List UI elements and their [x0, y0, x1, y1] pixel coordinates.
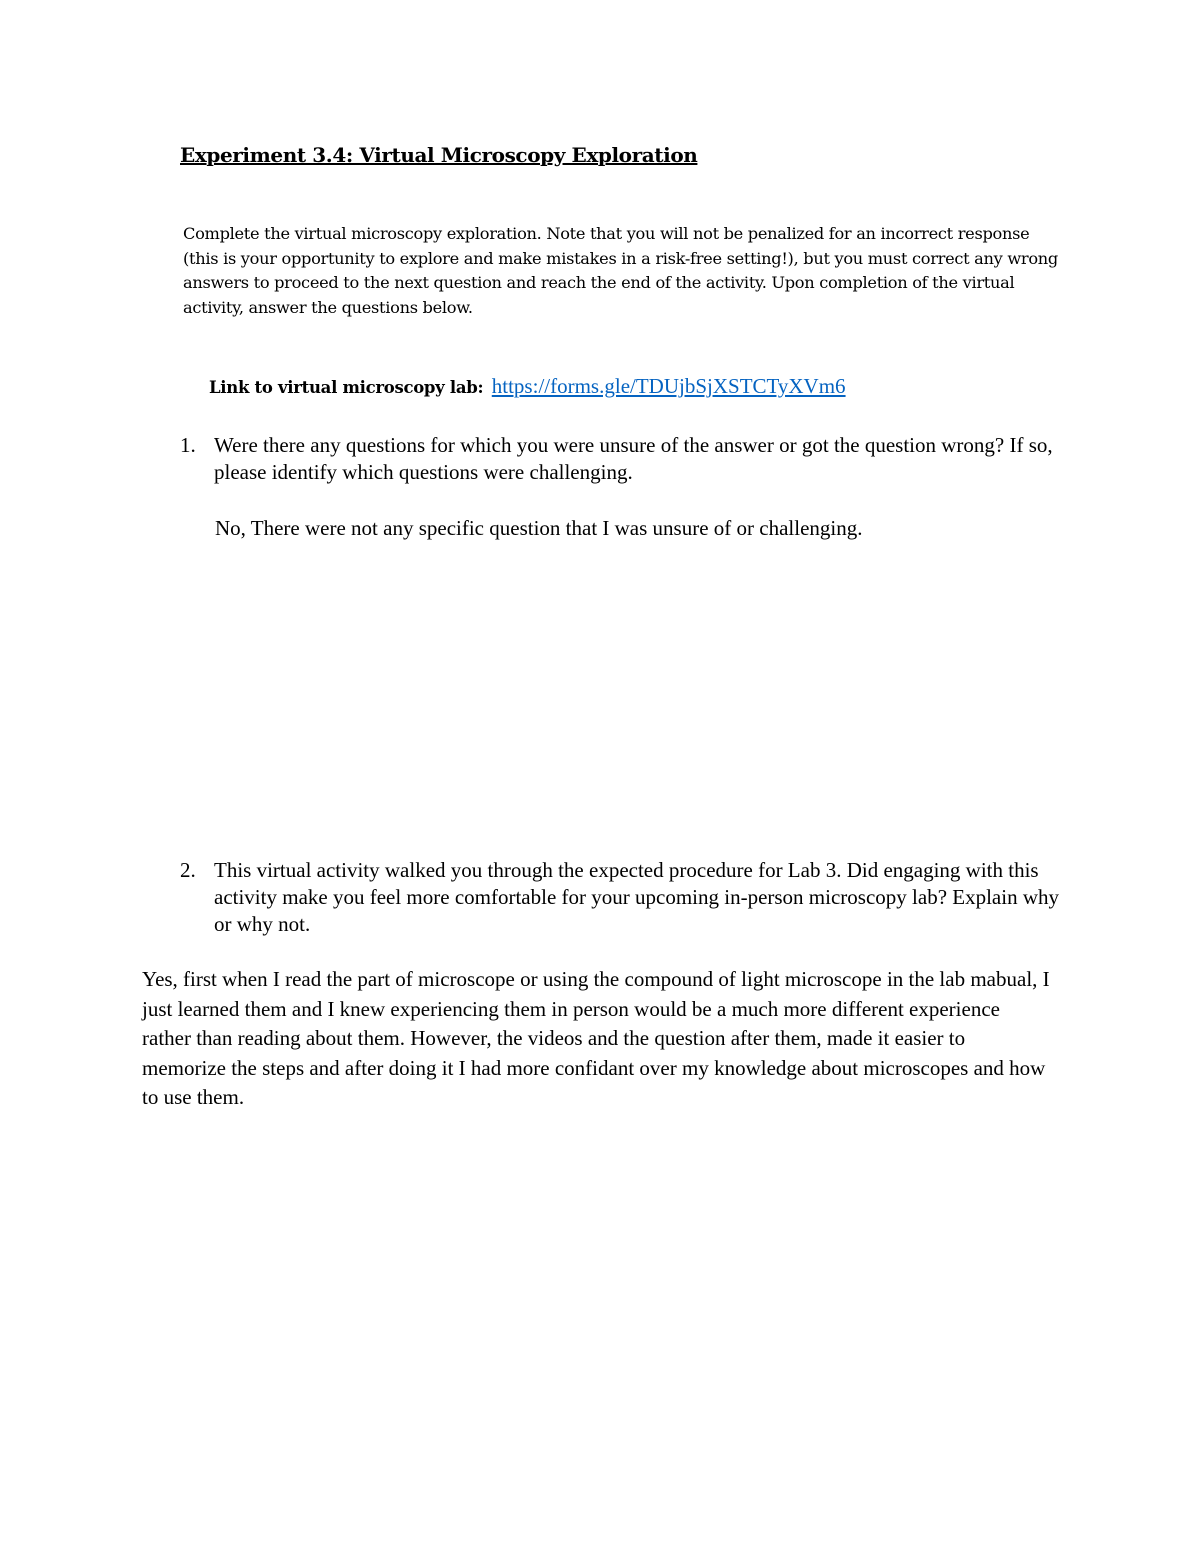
question-text: Were there any questions for which you were unsure of the answer or got the question wrong? If so, please identify which questions were challenging. — [214, 433, 1053, 484]
answer-1: No, There were not any specific question that I was unsure of or challenging. — [215, 516, 863, 540]
answer-2: Yes, first when I read the part of microscope or using the compound of light microscope in the lab mabual, I just learned them and I knew experiencing them in person would be a much more different experience rather than reading about them. However, the videos and the question after them, made it easier to memorize the steps and after doing it I had more confidant over my knowledge about microscopes and how to use them. — [142, 967, 1050, 1109]
lab-link-line — [209, 374, 846, 399]
question-2 — [180, 857, 1080, 942]
instructions-paragraph: Complete the virtual microscopy exploration. Note that you will not be penalized for an incorrect response (this is your opportunity to explore and make mistakes in a risk-free setting!), but you must correct any wrong answers to proceed to the next question and reach the end of the activity. Upon completion of the virtual activity, answer the questions below. — [183, 224, 1058, 317]
question-number: 2. — [180, 858, 196, 882]
question-1 — [180, 432, 1080, 492]
question-number: 1. — [180, 433, 196, 457]
lab-link-label: Link to virtual microscopy lab: — [209, 378, 484, 397]
lab-link[interactable]: https://forms.gle/TDUjbSjXSTCTyXVm6 — [491, 374, 846, 398]
question-text: This virtual activity walked you through the expected procedure for Lab 3. Did engaging with this activity make you feel more comfortable for your upcoming in-person microscopy lab? Explain why or why not. — [214, 858, 1059, 936]
document-title: Experiment 3.4: Virtual Microscopy Exploration — [180, 143, 698, 167]
